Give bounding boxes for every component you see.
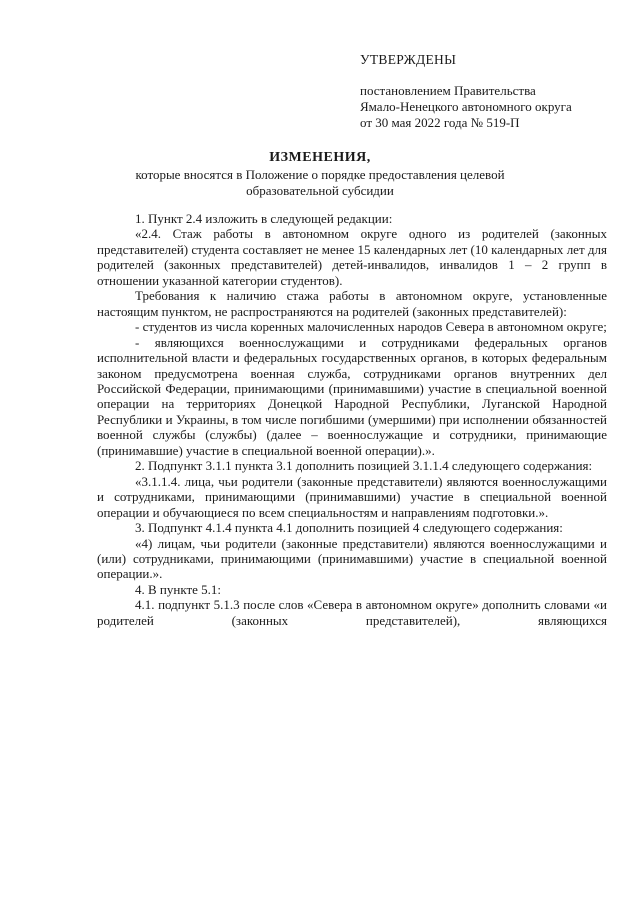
paragraph: «2.4. Стаж работы в автономном округе одного из родителей (законных представителей) студента составляет не менее 15 календарных лет (10 календарных лет для родителей (законных представителей) детей-инвалидов, инвалидов 1 – 2 групп в отношении указанной категории студентов). (97, 226, 607, 288)
paragraph: 1. Пункт 2.4 изложить в следующей редакции: (135, 211, 393, 226)
paragraph: 2. Подпункт 3.1.1 пункта 3.1 дополнить позицией 3.1.1.4 следующего содержания: (135, 458, 593, 474)
paragraph: 4. В пункте 5.1: (135, 581, 222, 597)
paragraph: 3. Подпункт 4.1.4 пункта 4.1 дополнить позицией 4 следующего содержания: (135, 520, 563, 536)
document-subtitle: которые вносятся в Положение о порядке предоставления целевой образовательной субсидии (135, 167, 505, 198)
paragraph: - студентов из числа коренных малочисленных народов Севера в автономном округе; (135, 319, 607, 335)
paragraph: - являющихся военнослужащими и сотрудниками федеральных органов исполнительной власти и федеральных государственных органов, в которых федеральным законом предусмотрена военная служба, сотрудниками органов внутренних дел Российской Федерации, принимающими (принимавшими) участие в специальной военной операции на территориях Донецкой Народной Республики, Луганской Народной Республики и Украины, в том числе погибшими (умершими) при исполнении обязанностей военной службы (службы) (далее – военнослужащие и сотрудники, принимающие (принимавшие) участие в специальной военной операции).». (97, 334, 607, 458)
paragraph: «4) лицам, чьи родители (законные представители) являются военнослужащими и (или) сотрудниками, принимающими (принимавшими) участие в специальной военной операции.». (97, 535, 607, 582)
document-body (97, 211, 607, 628)
approval-line: от 30 мая 2022 года № 519-П (360, 115, 520, 130)
paragraph: Требования к наличию стажа работы в автономном округе, установленные настоящим пунктом, не распространяются на родителей (законных представителей): (97, 288, 607, 319)
paragraph: 4.1. подпункт 5.1.3 после слов «Севера в автономном округе» дополнить словами «и родителей (законных представителей), являющихся (97, 597, 607, 628)
approval-stamp-label: УТВЕРЖДЕНЫ (360, 52, 457, 67)
approval-line: постановлением Правительства (360, 83, 536, 98)
document-title: ИЗМЕНЕНИЯ, (269, 150, 371, 165)
approval-details (360, 83, 572, 131)
paragraph: «3.1.1.4. лица, чьи родители (законные представители) являются военнослужащими и сотрудниками, принимающими (принимавшими) участие в специальной военной операции и обучающиеся по всем специальностям и направлениям подготовки.». (97, 473, 607, 520)
approval-line: Ямало-Ненецкого автономного округа (360, 99, 572, 114)
